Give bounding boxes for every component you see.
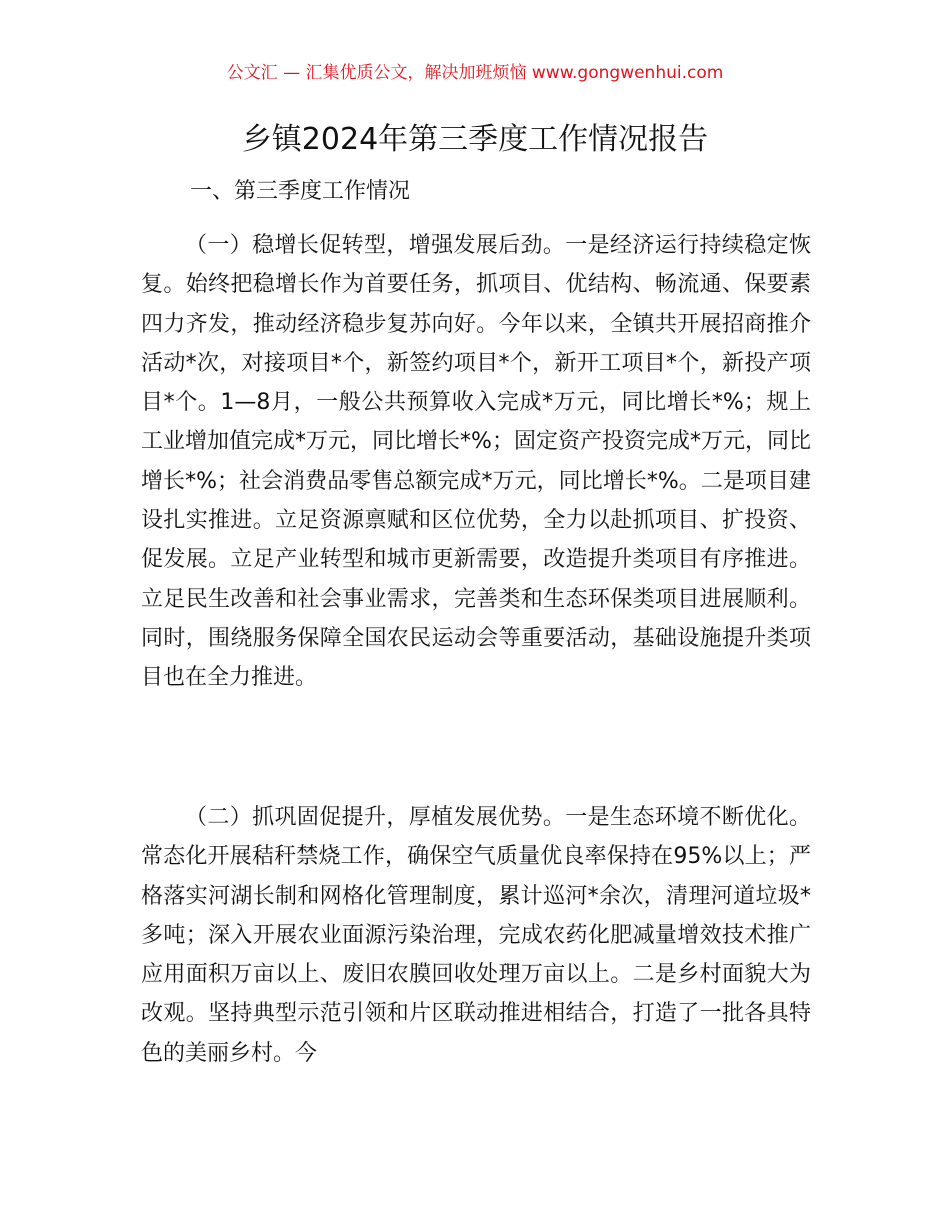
section-heading: 一、第三季度工作情况 [190, 179, 411, 204]
document-title: 乡镇2024年第三季度工作情况报告 [241, 122, 709, 157]
site-banner: 公文汇 — 汇集优质公文，解决加班烦恼 www.gongwenhui.com [226, 63, 724, 83]
paragraph: （二）抓巩固促提升，厚植发展优势。一是生态环境不断优化。常态化开展秸秆禁烧工作，确保空气质量优良率保持在95%以上；严格落实河湖长制和网格化管理制度，累计巡河*余次，清理河道垃圾*多吨；深入开展农业面源污染治理，完成农药化肥减量增效技术推广应用面积万亩以上、废旧农膜回收处理万亩以上。二是乡村面貌大为改观。坚持典型示范引领和片区联动推进相结合，打造了一批各具特色的美丽乡村。今 [141, 805, 811, 1066]
paragraph-block-2 [141, 798, 811, 1073]
paragraph: （一）稳增长促转型，增强发展后劲。一是经济运行持续稳定恢复。始终把稳增长作为首要任务，抓项目、优结构、畅流通、保要素四力齐发，推动经济稳步复苏向好。今年以来，全镇共开展招商推介活动*次，对接项目*个，新签约项目*个，新开工项目*个，新投产项目*个。1—8月，一般公共预算收入完成*万元，同比增长*%；规上工业增加值完成*万元，同比增长*%；固定资产投资完成*万元，同比增长*%；社会消费品零售总额完成*万元，同比增长*%。二是项目建设扎实推进。立足资源禀赋和区位优势，全力以赴抓项目、扩投资、促发展。立足产业转型和城市更新需要，改造提升类项目有序推进。立足民生改善和社会事业需求，完善类和生态环保类项目进展顺利。同时，围绕服务保障全国农民运动会等重要活动，基础设施提升类项目也在全力推进。 [141, 233, 811, 691]
paragraph-block-1 [141, 226, 811, 698]
